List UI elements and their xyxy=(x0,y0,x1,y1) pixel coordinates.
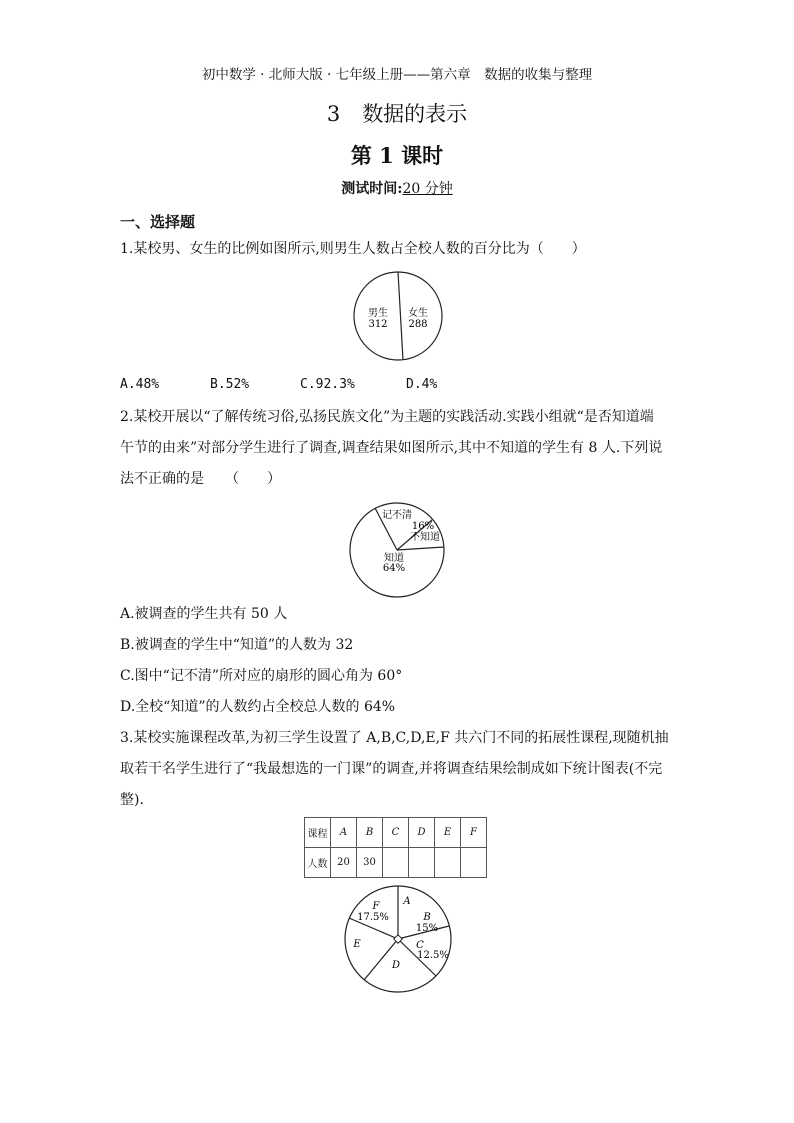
q1-slice-value-boys: 312 xyxy=(368,319,388,330)
count-cell-b: 30 xyxy=(357,848,383,878)
section-title-text: 数据的表示 xyxy=(362,102,468,126)
q1-option-c: C.92.3% xyxy=(300,377,355,392)
q2-pie-chart xyxy=(347,500,447,600)
q3-slice-label-b: B xyxy=(423,912,431,923)
count-cell-a: 20 xyxy=(331,848,357,878)
test-time xyxy=(0,178,794,198)
q2-option-a: A.被调查的学生共有 50 人 xyxy=(120,606,288,622)
count-cell-c xyxy=(383,848,409,878)
section-heading: 一、选择题 xyxy=(120,213,196,231)
q3-slice-value-f: 17.5% xyxy=(357,912,389,923)
course-cell-b: B xyxy=(357,818,383,848)
course-table xyxy=(304,817,487,878)
section-number: 3 xyxy=(326,102,341,126)
q1-option-b: B.52% xyxy=(210,377,250,392)
course-cell-d: D xyxy=(409,818,435,848)
count-cell-f xyxy=(461,848,487,878)
q3-slice-label-f: F xyxy=(372,901,380,912)
q3-slice-value-b: 15% xyxy=(415,923,439,934)
section-title xyxy=(0,98,794,128)
count-row-header: 人数 xyxy=(305,848,331,878)
question-2-line-1: 2.某校开展以“了解传统习俗,弘扬民族文化”为主题的实践活动.实践小组就“是否知道端 xyxy=(120,409,654,425)
q1-option-d: D.4% xyxy=(406,377,438,392)
q1-pie-chart xyxy=(352,270,444,362)
question-1-text: 1.某校男、女生的比例如图所示,则男生人数占全校人数的百分比为（ ） xyxy=(120,241,586,257)
q2-slice-label-unknown: 不知道 xyxy=(410,532,440,543)
page-header: 初中数学 · 北师大版 · 七年级上册——第六章 数据的收集与整理 xyxy=(201,67,593,83)
course-cell-c: C xyxy=(383,818,409,848)
course-cell-e: E xyxy=(435,818,461,848)
q2-slice-label-known: 知道 xyxy=(384,553,404,564)
count-cell-d xyxy=(409,848,435,878)
question-2-line-3: 法不正确的是 （ ） xyxy=(120,471,281,487)
count-row xyxy=(305,848,487,878)
count-cell-e xyxy=(435,848,461,878)
q2-slice-label-unclear: 记不清 xyxy=(382,510,412,521)
question-3-line-2: 取若干名学生进行了“我最想选的一门课”的调查,并将调查结果绘制成如下统计图表(不完 xyxy=(120,761,663,777)
q3-slice-label-d: D xyxy=(391,960,401,971)
q2-slice-value-unknown: 16% xyxy=(411,521,435,532)
test-time-value: 20 分钟 xyxy=(402,181,453,197)
q1-slice-value-girls: 288 xyxy=(408,319,428,330)
q3-slice-label-e: E xyxy=(353,939,361,950)
q1-slice-label-girls: 女生 xyxy=(408,308,428,319)
q2-option-b: B.被调查的学生中“知道”的人数为 32 xyxy=(120,637,354,653)
course-row-header: 课程 xyxy=(305,818,331,848)
question-3-line-3: 整). xyxy=(120,792,144,808)
q2-option-c: C.图中“记不清”所对应的扇形的圆心角为 60° xyxy=(120,668,403,684)
question-2-line-2: 午节的由来”对部分学生进行了调查,调查结果如图所示,其中不知道的学生有 8 人.下列说 xyxy=(120,440,663,456)
lesson-title: 第 1 课时 xyxy=(350,143,444,168)
course-row xyxy=(305,818,487,848)
question-3-line-1: 3.某校实施课程改革,为初三学生设置了 A,B,C,D,E,F 共六门不同的拓展性课程,现随机抽 xyxy=(120,730,669,746)
q3-pie-chart xyxy=(343,884,453,994)
test-time-label: 测试时间: xyxy=(341,181,403,197)
q1-pie-divider xyxy=(398,272,403,360)
q3-slice-label-a: A xyxy=(403,896,411,907)
q2-pie-divider-3 xyxy=(397,547,444,550)
q3-slice-value-c: 12.5% xyxy=(417,950,449,961)
q1-slice-label-boys: 男生 xyxy=(368,308,388,319)
q1-option-a: A.48% xyxy=(120,377,160,392)
q3-slice-label-c: C xyxy=(416,940,424,951)
q2-option-d: D.全校“知道”的人数约占全校总人数的 64% xyxy=(120,699,396,715)
course-cell-f: F xyxy=(461,818,487,848)
q2-slice-value-known: 64% xyxy=(382,563,406,574)
course-cell-a: A xyxy=(331,818,357,848)
